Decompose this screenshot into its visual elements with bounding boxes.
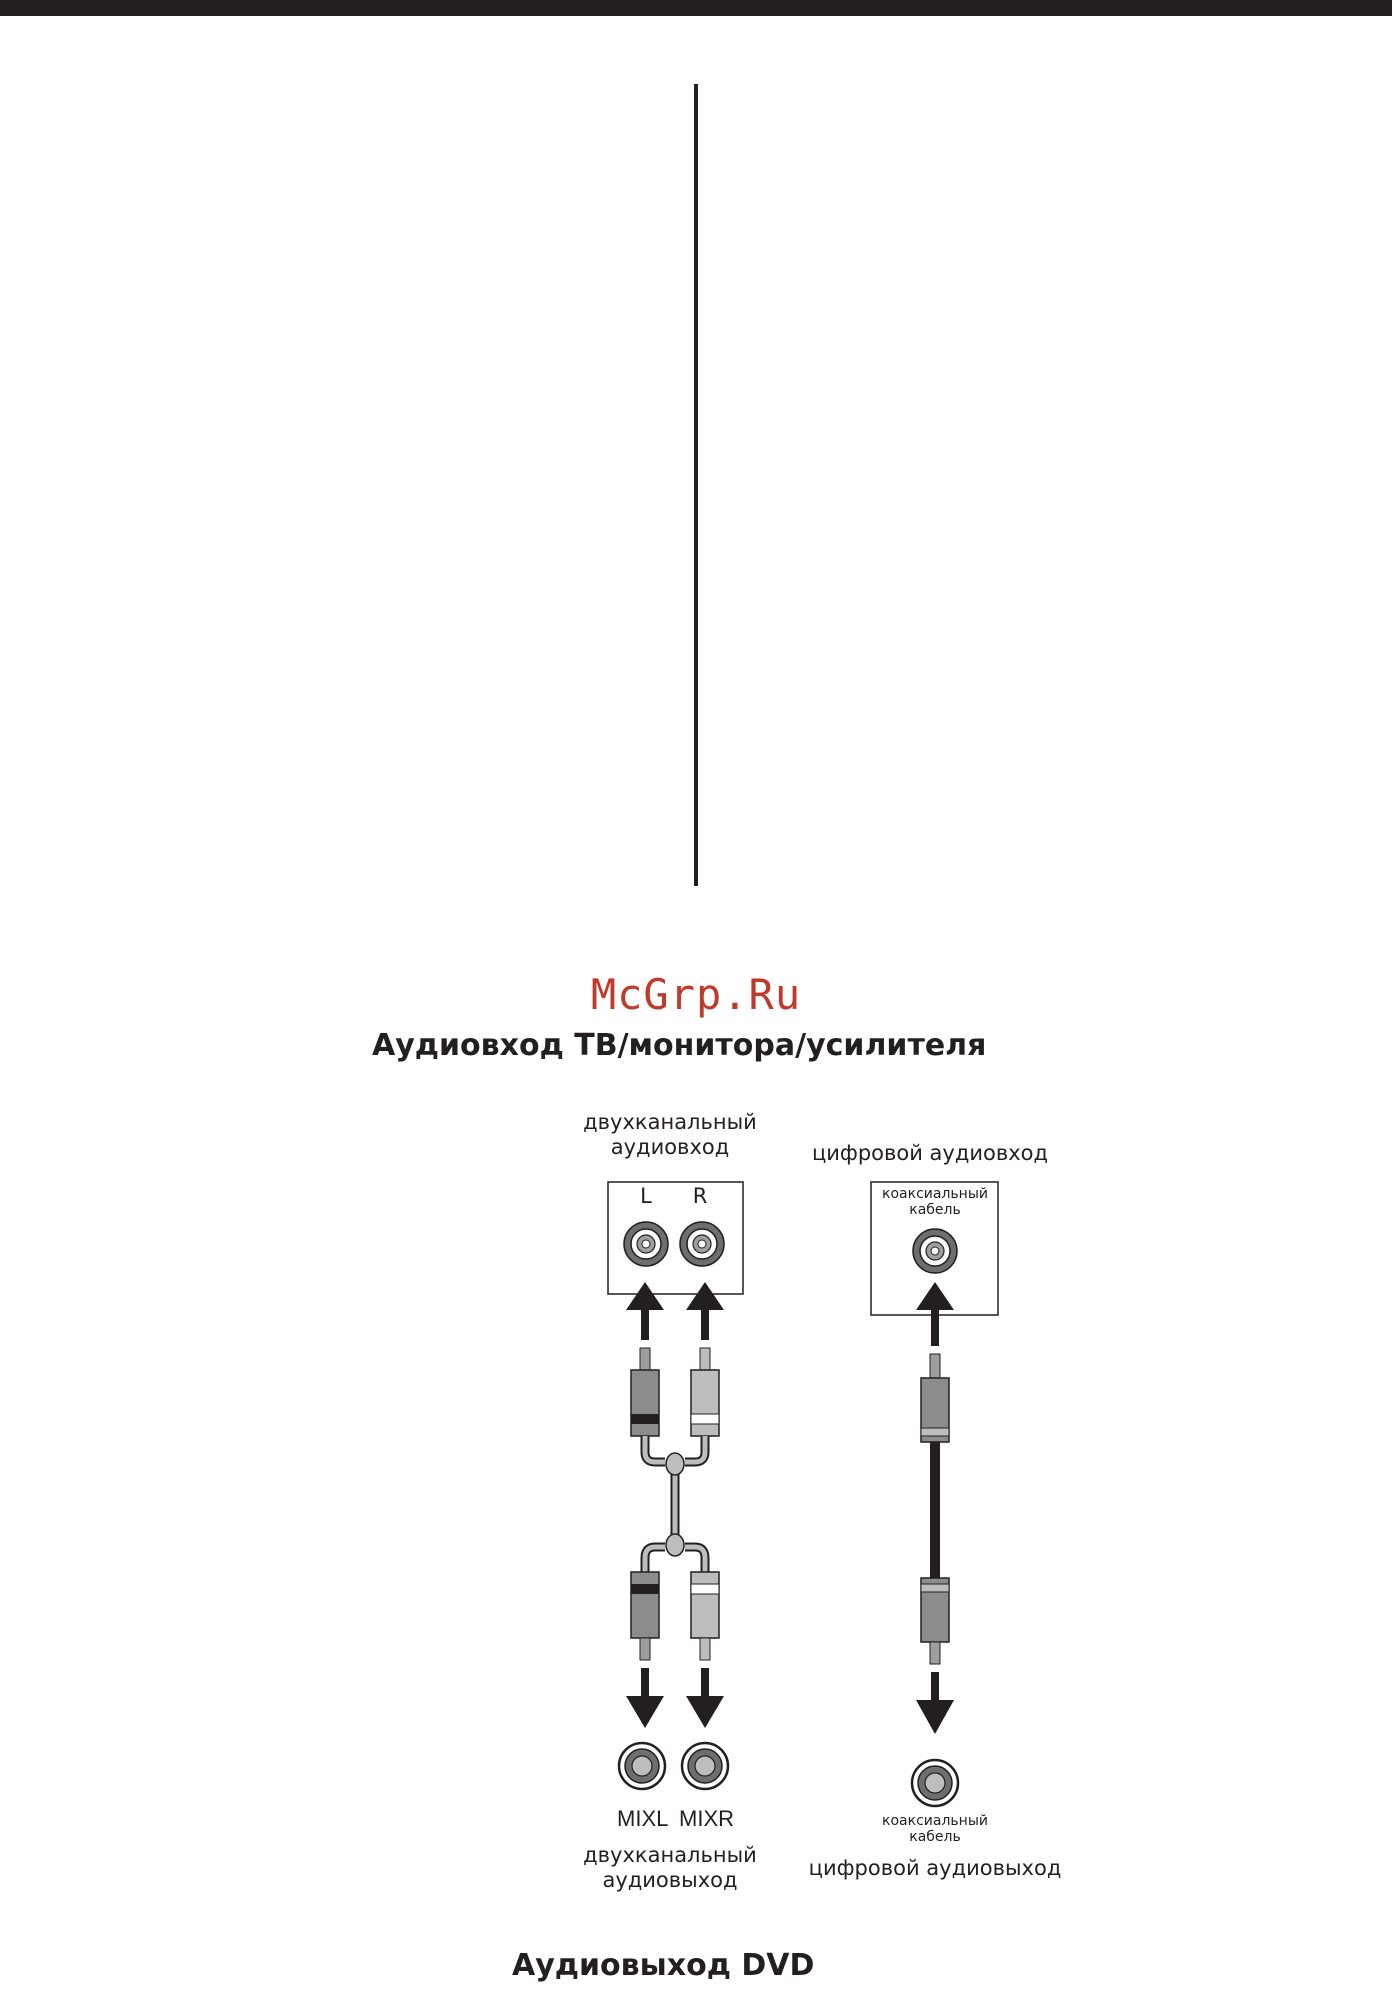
left-jack-label: L bbox=[640, 1184, 652, 1208]
coaxial-cable bbox=[921, 1354, 949, 1664]
right-jack-label: R bbox=[692, 1184, 708, 1208]
digital-input-cable-line1: коаксиальный bbox=[882, 1186, 988, 1202]
mixr-label: MIXR bbox=[679, 1806, 734, 1831]
digital-output-cable-line2: кабель bbox=[909, 1829, 961, 1845]
coaxial-output-jack bbox=[912, 1760, 958, 1806]
down-arrow-right bbox=[686, 1668, 724, 1728]
watermark: McGrp.Ru bbox=[590, 970, 802, 1019]
mixl-output-jack bbox=[619, 1743, 665, 1789]
coaxial-input-jack bbox=[913, 1229, 957, 1273]
digital-output-cable-line1: коаксиальный bbox=[882, 1813, 988, 1829]
down-arrow-left bbox=[626, 1668, 664, 1728]
up-arrow-right bbox=[686, 1282, 724, 1340]
upper-left-plug bbox=[631, 1348, 659, 1436]
lower-right-plug bbox=[691, 1572, 719, 1660]
upper-right-plug bbox=[691, 1348, 719, 1436]
mixl-label: MIXL bbox=[617, 1806, 669, 1831]
analog-input-label-line1: двухканальный bbox=[583, 1110, 757, 1134]
up-arrow-left bbox=[626, 1282, 664, 1340]
lower-left-plug bbox=[631, 1572, 659, 1660]
analog-input-label-line2: аудиовход bbox=[610, 1135, 730, 1159]
y-split-cable bbox=[645, 1436, 705, 1572]
down-arrow-digital bbox=[916, 1672, 954, 1734]
analog-output-label-line1: двухканальный bbox=[583, 1843, 757, 1867]
left-input-jack bbox=[624, 1222, 668, 1266]
digital-input-cable-line2: кабель bbox=[909, 1202, 961, 1218]
digital-input-label: цифровой аудиовход bbox=[811, 1141, 1049, 1165]
right-input-jack bbox=[680, 1222, 724, 1266]
analog-output-label-line2: аудиовыход bbox=[602, 1868, 738, 1892]
digital-output-label: цифровой аудиовыход bbox=[808, 1856, 1062, 1880]
mixr-output-jack bbox=[682, 1743, 728, 1789]
up-arrow-digital bbox=[916, 1282, 954, 1346]
output-section-heading: Аудиовыход DVD bbox=[512, 1948, 815, 1983]
input-section-heading: Аудиовход ТВ/монитора/усилителя bbox=[372, 1028, 987, 1063]
